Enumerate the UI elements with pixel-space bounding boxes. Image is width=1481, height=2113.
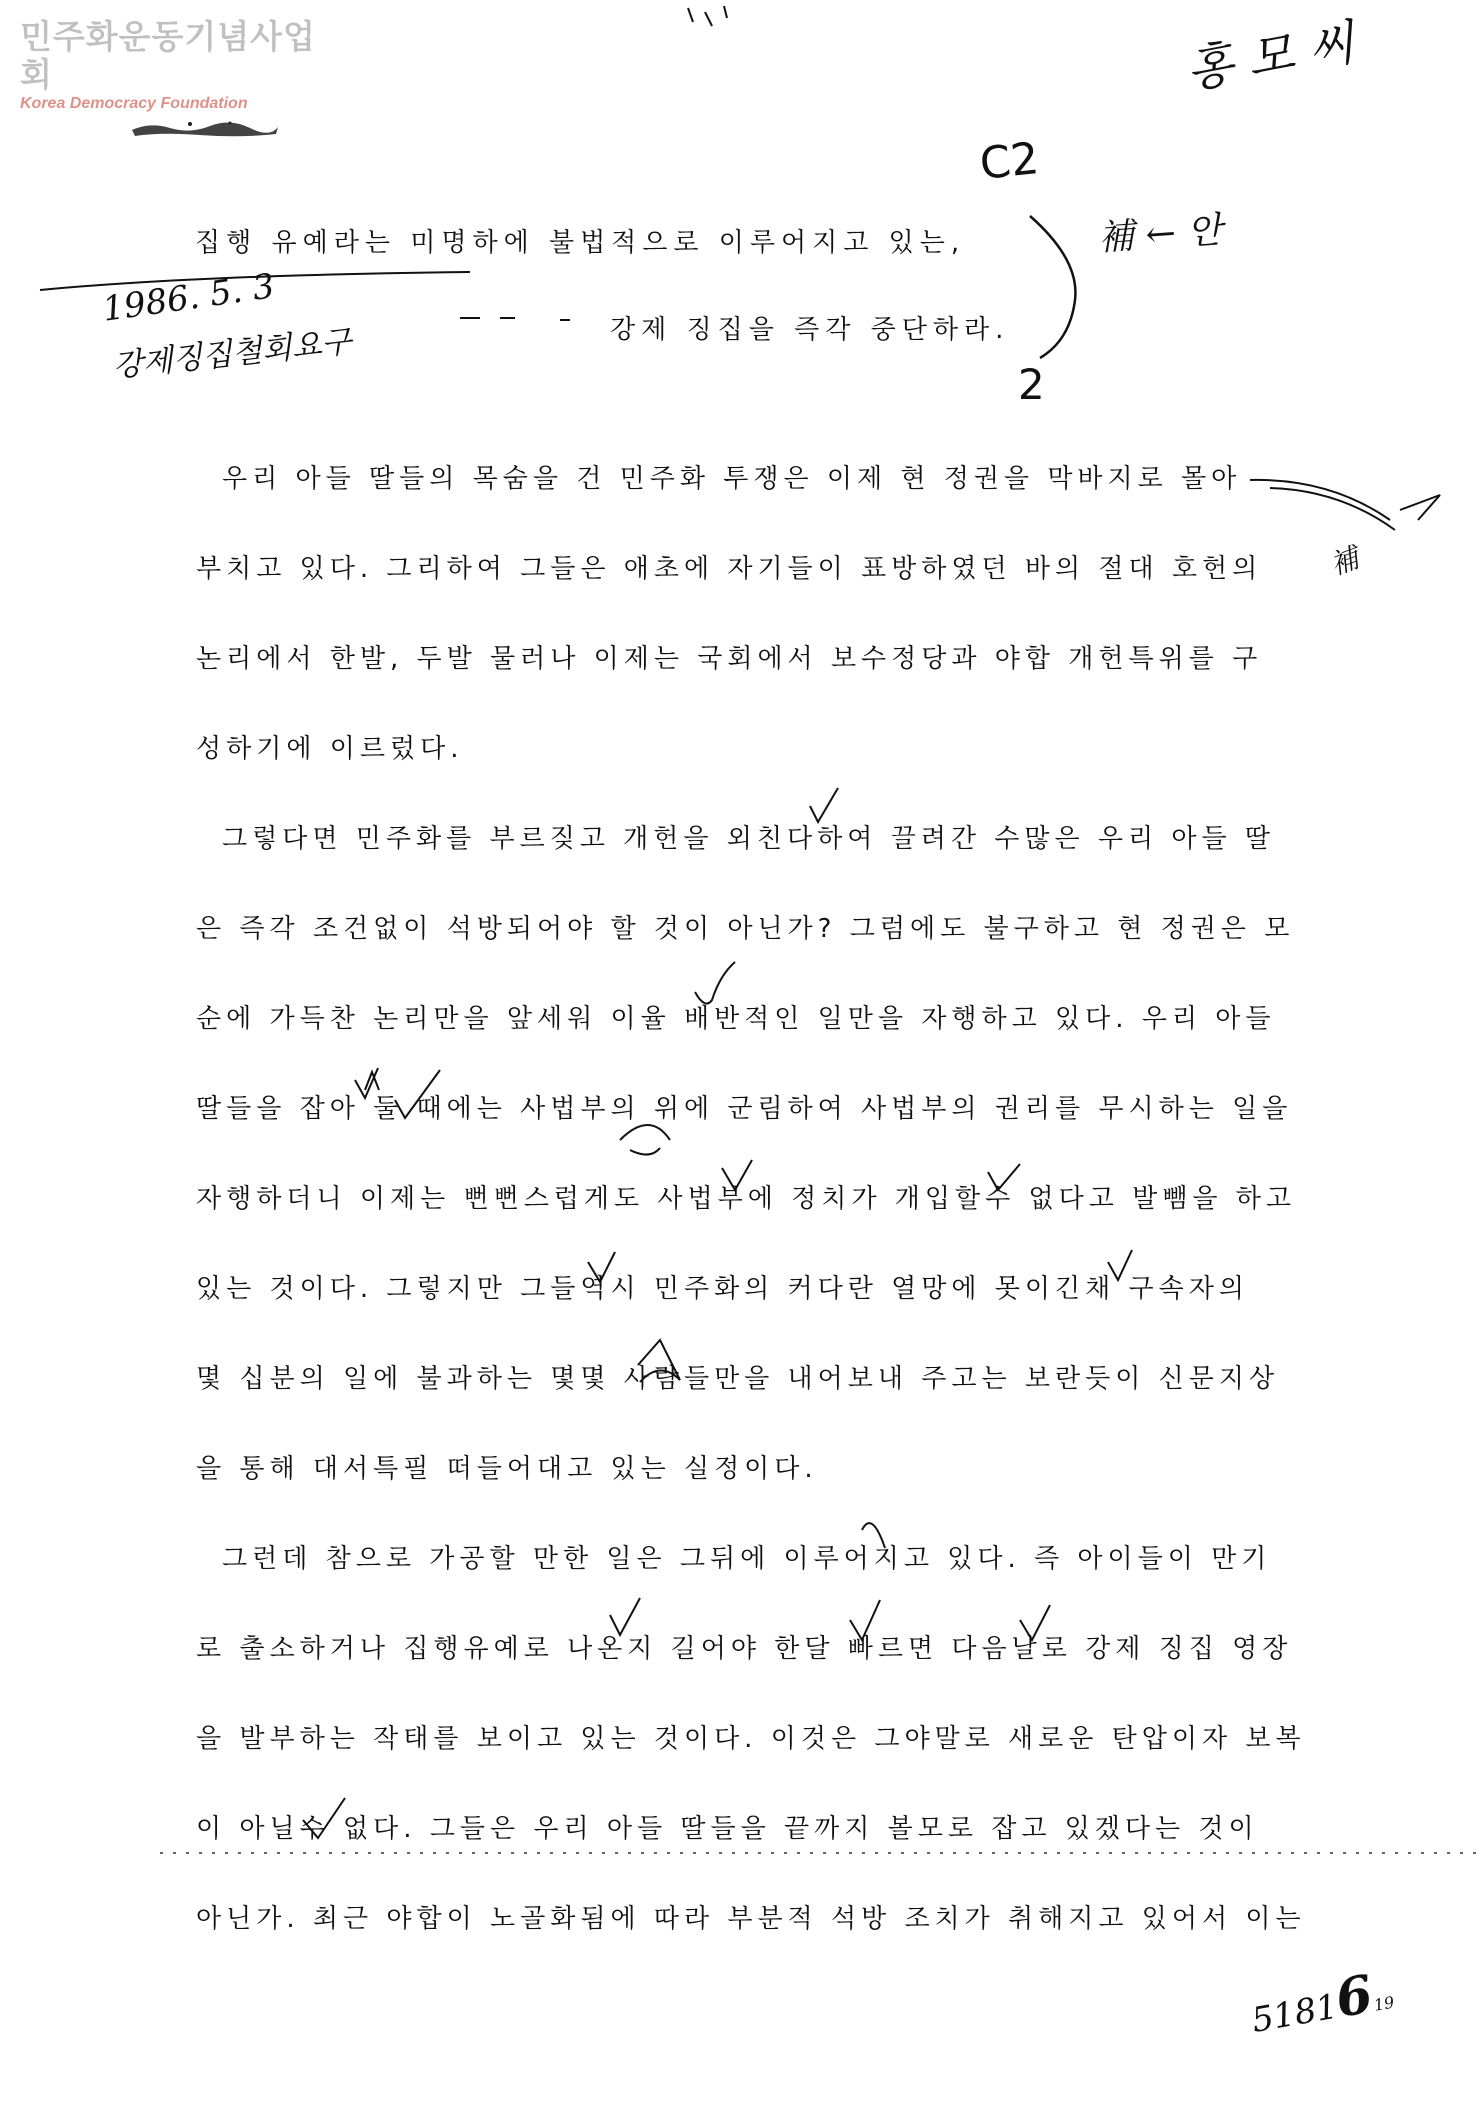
body-line: 부치고 있다. 그리하여 그들은 애초에 자기들이 표방하였던 바의 절대 호헌의 xyxy=(196,554,1263,584)
body-line: 있는 것이다. 그렇지만 그들역시 민주화의 커다란 열망에 못이긴채 구속자의 xyxy=(196,1274,1249,1304)
document-title-line-1: 집행 유예라는 미명하에 불법적으로 이루어지고 있는, xyxy=(195,228,966,258)
body-line: 은 즉각 조건없이 석방되어야 할 것이 아닌가? 그럼에도 불구하고 현 정권은 모 xyxy=(196,914,1295,944)
handwritten-right-note: 補 ← 안 xyxy=(1096,209,1224,260)
document-title-line-2: 강제 징집을 즉각 중단하라. xyxy=(610,315,1010,345)
body-line: 그렇다면 민주화를 부르짖고 개헌을 외친다하여 끌려간 수많은 우리 아들 딸 xyxy=(222,824,1275,854)
watermark-korean: 민주화운동기념사업회 xyxy=(20,17,316,94)
body-line: 이 아닐수 없다. 그들은 우리 아들 딸들을 끝까지 볼모로 잡고 있겠다는 것이 xyxy=(196,1814,1259,1844)
handwritten-date: 1986. 5. 3 xyxy=(100,266,277,330)
body-line: 딸들을 잡아 둘 때에는 사법부의 위에 군림하여 사법부의 권리를 무시하는 일을 xyxy=(196,1094,1293,1124)
watermark-english: Korea Democracy Foundation xyxy=(20,95,248,112)
body-line: 아닌가. 최근 야합이 노골화됨에 따라 부분적 석방 조치가 취해지고 있어서 이는 xyxy=(196,1904,1306,1934)
handwritten-subject: 강제징집철회요구 xyxy=(111,323,354,385)
body-line: 로 출소하거나 집행유예로 나온지 길어야 한달 빠르면 다음날로 강제 징집 영장 xyxy=(196,1634,1293,1664)
body-line: 그런데 참으로 가공할 만한 일은 그뒤에 이루어지고 있다. 즉 아이들이 만기 xyxy=(222,1544,1272,1574)
handwritten-c2: C2 xyxy=(977,133,1042,190)
handwritten-margin-note: 補 xyxy=(1325,541,1364,582)
watermark-logo xyxy=(20,18,320,114)
handwritten-top-right: 홍 모 씨 xyxy=(1182,14,1359,100)
body-line: 성하기에 이르렀다. xyxy=(196,734,464,764)
body-line: 자행하더니 이제는 뻔뻔스럽게도 사법부에 정치가 개입할수 없다고 발뺌을 하고 xyxy=(196,1184,1296,1214)
page-number xyxy=(1246,1960,1397,2045)
handwritten-number: 2 xyxy=(1018,360,1045,409)
body-line: 을 통해 대서특필 떠들어대고 있는 실정이다. xyxy=(196,1454,818,1484)
body-line: 논리에서 한발, 두발 물러나 이제는 국회에서 보수정당과 야합 개헌특위를 구 xyxy=(196,644,1263,674)
body-line: 우리 아들 딸들의 목숨을 건 민주화 투쟁은 이제 현 정권을 막바지로 몰아 xyxy=(222,464,1242,494)
handwritten-annotation xyxy=(52,266,412,388)
page-number-main: 5181 xyxy=(1248,1986,1341,2042)
body-line: 을 발부하는 작태를 보이고 있는 것이다. 이것은 그야말로 새로운 탄압이자 보복 xyxy=(196,1724,1306,1754)
body-line: 몇 십분의 일에 불과하는 몇몇 사람들만을 내어보내 주고는 보란듯이 신문지상 xyxy=(196,1364,1280,1394)
page-number-sub: 19 xyxy=(1372,1992,1396,2015)
ink-smudge xyxy=(130,118,280,140)
page-number-big: 6 xyxy=(1331,1963,1378,2030)
body-line: 순에 가득찬 논리만을 앞세워 이율 배반적인 일만을 자행하고 있다. 우리 아들 xyxy=(196,1004,1276,1034)
